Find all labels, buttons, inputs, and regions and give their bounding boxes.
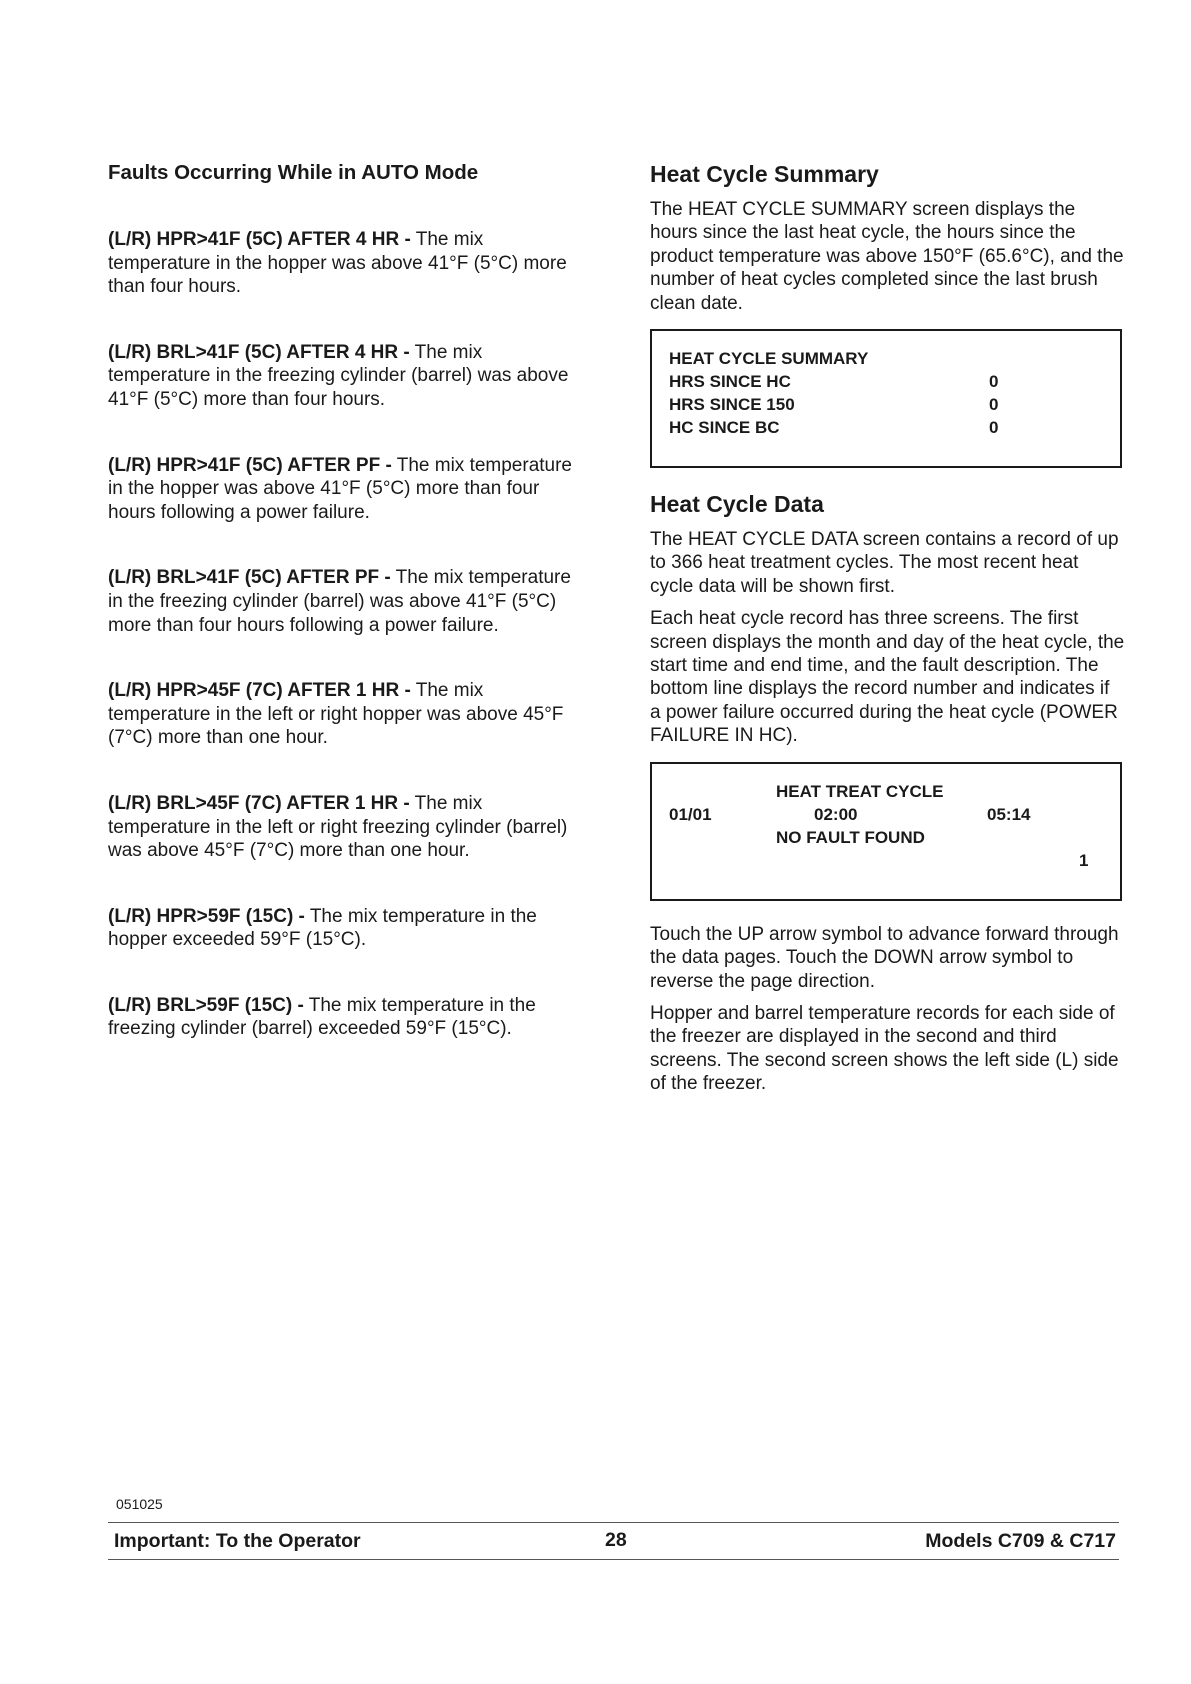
fault-item — [108, 341, 578, 412]
summary-row-value: 0 — [989, 395, 999, 415]
summary-row-value: 0 — [989, 418, 999, 438]
data-paragraph: Touch the UP arrow symbol to advance forward through the data pages. Touch the DOWN arrow symbol to reverse the page direction. — [650, 923, 1119, 992]
fault-code: (L/R) HPR>59F (15C) - — [108, 905, 305, 927]
summary-title-text: HEAT CYCLE SUMMARY — [669, 349, 869, 369]
fault-item — [108, 566, 578, 637]
summary-paragraph: The HEAT CYCLE SUMMARY screen displays the hours since the last heat cycle, the hours since the product temperature was above 150°F (65.6°C), and the number of heat cycles completed since the last brush clean date. — [650, 199, 1124, 314]
cycle-title-row — [669, 780, 1103, 803]
fault-description: The mix temperature in the hopper was above 41°F (5°C) more than four hours. — [108, 229, 567, 298]
left-column — [108, 160, 578, 1083]
fault-code: (L/R) BRL>41F (5C) AFTER PF - — [108, 567, 391, 589]
fault-code: (L/R) BRL>41F (5C) AFTER 4 HR - — [108, 341, 410, 363]
data-paragraph: The HEAT CYCLE DATA screen contains a record of up to 366 heat treatment cycles. The most recent heat cycle data will be shown first. — [650, 529, 1119, 597]
summary-row-label: HC SINCE BC — [669, 418, 780, 438]
footer-bottom-rule — [108, 1559, 1119, 1560]
summary-screen-title — [669, 347, 1103, 370]
footer-model-name: Models C709 & C717 — [925, 1530, 1116, 1552]
cycle-title: HEAT TREAT CYCLE — [776, 781, 944, 801]
data-paragraph: Hopper and barrel temperature records for each side of the freezer are displayed in the second and third screens. The second screen shows the left side (L) side of the freezer. — [650, 1002, 1119, 1095]
fault-code: (L/R) BRL>59F (15C) - — [108, 994, 304, 1016]
fault-code: (L/R) HPR>45F (7C) AFTER 1 HR - — [108, 680, 411, 702]
fault-item — [108, 454, 578, 525]
fault-code: (L/R) BRL>45F (7C) AFTER 1 HR - — [108, 792, 410, 814]
summary-row — [669, 416, 1103, 439]
heat-cycle-summary-screen — [650, 329, 1122, 468]
fault-description: The mix temperature in the left or right hopper was above 45°F (7°C) more than one hour. — [108, 680, 564, 749]
fault-item — [108, 905, 578, 952]
summary-row — [669, 370, 1103, 393]
footer-section-title: Important: To the Operator — [114, 1530, 361, 1552]
right-column — [650, 160, 1125, 1105]
fault-item — [108, 679, 578, 750]
cycle-fault-row — [669, 826, 1103, 849]
fault-item — [108, 994, 578, 1041]
data-paragraph: Each heat cycle record has three screens. The first screen displays the month and day of the heat cycle, the start time and end time, and the fault description. The bottom line displays the record number and indicates if a power failure occurred during the heat cycle (POWER FAILURE IN HC). — [650, 608, 1125, 747]
fault-description: The mix temperature in the left or right freezing cylinder (barrel) was above 45°F (7°C) more than one hour. — [108, 792, 568, 862]
summary-row-label: HRS SINCE 150 — [669, 395, 795, 415]
heat-treat-cycle-screen — [650, 762, 1122, 901]
faults-auto-heading: Faults Occurring While in AUTO Mode — [108, 161, 479, 184]
page-number: 28 — [605, 1529, 627, 1551]
fault-description: The mix temperature in the hopper was above 41°F (5°C) more than four hours following a power failure. — [108, 454, 573, 523]
cycle-record-row — [669, 849, 1103, 872]
fault-item — [108, 792, 578, 863]
fault-code: (L/R) HPR>41F (5C) AFTER 4 HR - — [108, 229, 411, 250]
cycle-time-row — [669, 803, 1103, 826]
heat-cycle-summary-heading: Heat Cycle Summary — [650, 161, 879, 187]
document-code: 051025 — [116, 1496, 163, 1512]
cycle-record-number: 1 — [1079, 850, 1089, 870]
cycle-end-time: 05:14 — [987, 804, 1031, 824]
heat-cycle-data-heading: Heat Cycle Data — [650, 491, 824, 518]
cycle-date: 01/01 — [669, 804, 712, 824]
fault-description: The mix temperature in the freezing cylinder (barrel) was above 41°F (5°C) more than four hours following a power failure. — [108, 567, 571, 636]
fault-description: The mix temperature in the hopper exceeded 59°F (15°C). — [108, 905, 537, 951]
fault-description: The mix temperature in the freezing cylinder (barrel) exceeded 59°F (15°C). — [108, 994, 536, 1040]
fault-item — [108, 228, 578, 299]
cycle-start-time: 02:00 — [814, 804, 858, 824]
summary-row-value: 0 — [989, 372, 999, 392]
summary-row — [669, 393, 1103, 416]
fault-code: (L/R) HPR>41F (5C) AFTER PF - — [108, 454, 392, 476]
fault-list — [108, 228, 578, 1041]
footer-top-rule — [108, 1522, 1119, 1523]
fault-description: The mix temperature in the freezing cylinder (barrel) was above 41°F (5°C) more than four hours. — [108, 341, 569, 410]
cycle-fault-description: NO FAULT FOUND — [776, 827, 925, 847]
summary-row-label: HRS SINCE HC — [669, 372, 791, 392]
